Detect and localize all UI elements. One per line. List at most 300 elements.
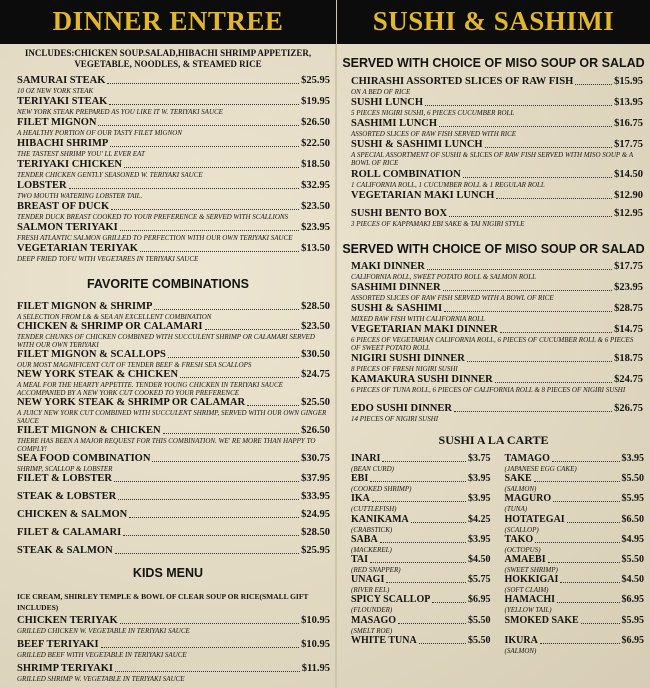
menu-item-name: SASHIMI LUNCH <box>351 118 438 129</box>
menu-item-row <box>505 453 645 465</box>
menu-item-price: $17.75 <box>614 139 643 150</box>
menu-item <box>337 190 650 208</box>
menu-item-description: (SMELT ROE) <box>351 626 393 635</box>
menu-item-price: $24.95 <box>301 509 330 520</box>
menu-item <box>505 574 645 594</box>
dot-leader <box>548 562 620 563</box>
menu-item <box>351 615 491 635</box>
menu-item-name: BEEF TERIYAKI <box>17 639 99 650</box>
menu-item <box>505 615 645 635</box>
menu-item-description: (SWEET SHRIMP) <box>504 565 558 574</box>
menu-item-description: ON A BED OF RICE <box>351 88 411 96</box>
menu-item <box>505 635 645 655</box>
menu-item-description: NEW YORK STEAK PREPARED AS YOU LIKE IT W. TERIYAKI SAUCE <box>17 108 223 116</box>
menu-item-row <box>351 554 491 566</box>
menu-item-price: $22.50 <box>301 138 330 149</box>
menu-item-name: TAKO <box>504 533 534 545</box>
menu-item-description: TENDER DUCK BREAST COOKED TO YOUR PREFERENCE & SERVED WITH SCALLIONS <box>17 213 289 221</box>
menu-item-row <box>17 301 330 313</box>
dot-leader <box>411 522 466 523</box>
sushi-section-2-heading: SERVED WITH CHOICE OF MISO SOUP OR SALAD <box>342 242 645 256</box>
menu-item-price: $6.50 <box>621 513 644 525</box>
menu-item-name: BREAST OF DUCK <box>17 201 110 212</box>
dinner-entree-title: DINNER ENTREE <box>0 0 336 44</box>
menu-item-price: $5.50 <box>468 634 491 646</box>
dot-leader <box>419 643 466 644</box>
menu-item-name: SUSHI & SASHIMI LUNCH <box>351 139 483 150</box>
dot-leader <box>370 562 466 563</box>
dot-leader <box>439 126 612 127</box>
menu-item <box>351 453 491 473</box>
menu-item <box>0 473 336 491</box>
menu-item-price: $4.50 <box>621 574 644 586</box>
menu-item-row <box>505 574 645 586</box>
menu-item-price: $15.95 <box>614 76 643 87</box>
menu-item-description: (YELLOW TAIL) <box>504 606 552 615</box>
menu-item-name: TERIYAKI CHICKEN <box>17 159 122 170</box>
menu-item-description: A SELECTION FROM L& & SEA AN EXCELLENT COMBINATION <box>17 313 212 321</box>
menu-item-row <box>17 453 330 465</box>
dot-leader <box>124 167 299 168</box>
menu-item-row <box>17 397 330 409</box>
menu-item-description: (OCTOPUS) <box>504 545 541 554</box>
menu-item-row <box>17 425 330 437</box>
menu-item-name: MAKI DINNER <box>351 261 425 272</box>
menu-item-price: $37.95 <box>301 473 330 484</box>
dot-leader <box>123 535 299 536</box>
menu-item-row <box>351 453 491 465</box>
menu-item-name: SUSHI LUNCH <box>351 97 424 108</box>
menu-item <box>0 117 336 138</box>
menu-item-description: THERE HAS BEEN A MAJOR REQUEST FOR THIS COMBINATION. WE' RE MORE THAN HAPPY TO COMPLY! <box>17 437 316 453</box>
menu-item-row <box>17 75 330 87</box>
menu-item-name: CHICKEN & SHRIMP OR CALAMARI <box>17 321 203 332</box>
menu-item <box>337 208 650 226</box>
menu-item-name: FILET MIGNON & SHRIMP <box>17 301 153 312</box>
menu-item-name: SAKE <box>504 473 532 485</box>
menu-item <box>351 594 491 614</box>
dot-leader <box>485 147 613 148</box>
menu-item-description: ASSORTED SLICES OF RAW FISH SERVED WITH A BOWL OF RICE <box>351 294 554 302</box>
menu-item-name: LOBSTER <box>17 180 67 191</box>
menu-item <box>351 493 491 513</box>
dot-leader <box>427 269 612 270</box>
menu-item-price: $23.50 <box>301 201 330 212</box>
dot-leader <box>557 602 619 603</box>
menu-item <box>0 243 336 265</box>
menu-item-description: (BEAN CURD) <box>351 465 394 473</box>
menu-item-row <box>17 349 330 361</box>
menu-item-price: $3.95 <box>468 473 491 485</box>
menu-item-row <box>351 282 643 294</box>
menu-item-row <box>17 545 330 557</box>
menu-item-name: NEW YORK STEAK & SHRIMP OR CALAMAR <box>17 397 246 408</box>
menu-item-name: SPICY SCALLOP <box>351 594 431 606</box>
menu-item-row <box>505 635 645 647</box>
sushi-a-la-carte-heading: SUSHI A LA CARTE <box>438 433 549 447</box>
dot-leader <box>120 230 299 231</box>
menu-item-name: VEGETARIAN MAKI DINNER <box>351 324 498 335</box>
menu-item-name: SHRIMP TERIYAKI <box>17 663 113 674</box>
a-la-carte-right-column <box>505 453 645 655</box>
menu-item-row <box>351 190 643 202</box>
menu-item-row <box>17 222 330 234</box>
menu-item-row <box>505 473 645 485</box>
menu-item <box>337 76 650 97</box>
menu-item-row <box>351 76 643 88</box>
menu-item-name: ROLL COMBINATION <box>351 169 461 180</box>
menu-item-name: WHITE TUNA <box>351 634 417 646</box>
menu-item-row <box>505 534 645 546</box>
dot-leader <box>109 104 299 105</box>
menu-item <box>337 261 650 282</box>
menu-item <box>337 97 650 118</box>
menu-item-name: NIGIRI SUSHI DINNER <box>351 353 465 364</box>
favorite-combinations-heading: FAVORITE COMBINATIONS <box>86 277 250 291</box>
menu-item <box>0 615 336 639</box>
menu-item-row <box>351 261 643 273</box>
menu-item-name: SUSHI & SASHIMI <box>351 303 443 314</box>
menu-item-price: $5.95 <box>621 493 644 505</box>
menu-item-name: SALMON TERIYAKI <box>17 222 118 233</box>
menu-item <box>0 545 336 563</box>
dot-leader <box>140 251 299 252</box>
menu-item-price: $6.95 <box>621 634 644 646</box>
dot-leader <box>180 377 299 378</box>
menu-item-price: $28.50 <box>301 301 330 312</box>
menu-item-description: ASSORTED SLICES OF RAW FISH SERVED WITH RICE <box>351 130 517 138</box>
menu-item-description: (CRABSTICK) <box>351 525 393 534</box>
dot-leader <box>467 361 612 362</box>
menu-item-price: $30.50 <box>301 349 330 360</box>
dot-leader <box>398 623 466 624</box>
sushi-sashimi-column <box>337 0 650 655</box>
menu-item-name: FILET & CALAMARI <box>17 527 122 538</box>
dot-leader <box>168 357 299 358</box>
menu-item <box>351 574 491 594</box>
menu-item <box>0 321 336 349</box>
dot-leader <box>454 411 612 412</box>
menu-item <box>337 139 650 169</box>
menu-item-price: $33.95 <box>301 491 330 502</box>
menu-item-name: TAMAGO <box>504 453 550 464</box>
menu-item-row <box>17 96 330 108</box>
menu-item <box>0 639 336 663</box>
menu-item-description: (RIVER EEL) <box>351 586 390 595</box>
menu-item-row <box>351 208 643 220</box>
menu-item <box>0 349 336 369</box>
menu-item-row <box>17 639 330 651</box>
menu-item-description: SHRIMP, SCALLOP & LOBSTER <box>17 465 113 473</box>
menu-item-name: STEAK & SALMON <box>17 545 113 556</box>
menu-item-description: 6 PIECES OF TUNA ROLL, 6 PIECES OF CALIFORNIA ROLL & 8 PIECES OF NIGIRI SUSHI <box>351 386 626 394</box>
menu-item-name: SMOKED SAKE <box>504 614 579 626</box>
dot-leader <box>163 433 300 434</box>
dot-leader <box>432 602 466 603</box>
menu-item-price: $12.95 <box>614 208 643 219</box>
menu-item-price: $5.95 <box>621 614 644 626</box>
menu-item-row <box>17 663 330 675</box>
menu-item-row <box>351 139 643 151</box>
menu-item-description: (SCALLOP) <box>504 525 539 534</box>
dot-leader <box>425 105 612 106</box>
dot-leader <box>98 125 299 126</box>
menu-item <box>0 425 336 453</box>
menu-item-description: (RED SNAPPER) <box>351 565 401 574</box>
menu-item-description: A HEALTHY PORTION OF OUR TASTY FILET MIGNON <box>17 129 182 137</box>
sushi-sashimi-title: SUSHI & SASHIMI <box>337 0 650 44</box>
menu-item-price: $28.50 <box>301 527 330 538</box>
menu-item-row <box>351 97 643 109</box>
menu-item-row <box>351 615 491 627</box>
dot-leader <box>247 405 299 406</box>
dot-leader <box>463 177 612 178</box>
menu-item <box>505 534 645 554</box>
dot-leader <box>495 382 612 383</box>
dot-leader <box>553 501 619 502</box>
menu-item-row <box>17 615 330 627</box>
menu-item <box>337 303 650 324</box>
menu-item-description: 8 PIECES OF FRESH NIGIRI SUSHI <box>351 365 458 373</box>
dot-leader <box>115 671 300 672</box>
menu-item-name: VEGETARIAN TERIYAK <box>17 243 138 254</box>
kids-menu-heading: KIDS MENU <box>132 566 204 580</box>
menu-item-price: $26.50 <box>301 117 330 128</box>
dot-leader <box>107 83 299 84</box>
menu-item-price: $14.50 <box>614 169 643 180</box>
dot-leader <box>534 481 620 482</box>
menu-item-price: $4.25 <box>468 513 491 525</box>
menu-item-name: VEGETARIAN MAKI LUNCH <box>351 190 495 201</box>
menu-item <box>0 138 336 159</box>
menu-item-price: $10.95 <box>301 615 330 626</box>
menu-item-name: TAI <box>351 553 369 565</box>
menu-item-description: GRILLED SHRIMP W. VEGETABLE IN TERIYAKI SAUCE <box>17 675 185 683</box>
menu-item-price: $10.95 <box>301 639 330 650</box>
menu-item-row <box>351 473 491 485</box>
menu-item-row <box>505 493 645 505</box>
menu-item-description: FRESH ATLANTIC SALMON GRILLED TO PERFECTION WITH OUR OWN TERIYAKI SAUCE <box>17 234 293 242</box>
menu-item-name: CHICKEN TERIYAK <box>17 615 118 626</box>
menu-item-row <box>351 403 643 415</box>
menu-item-price: $12.90 <box>614 190 643 201</box>
menu-item-name: IKURA <box>504 634 538 646</box>
menu-item <box>0 491 336 509</box>
menu-item <box>337 374 650 403</box>
menu-item-name: FILET MIGNON <box>17 117 97 128</box>
menu-item-description: (FLOUNDER) <box>351 606 393 615</box>
menu-item-price: $5.50 <box>468 614 491 626</box>
a-la-carte-left-column <box>351 453 491 655</box>
menu-item <box>351 635 491 655</box>
menu-item-name: EDO SUSHI DINNER <box>351 403 452 414</box>
dot-leader <box>535 542 619 543</box>
menu-item <box>337 118 650 139</box>
dot-leader <box>567 522 620 523</box>
menu-item-price: $25.50 <box>301 397 330 408</box>
menu-item-price: $23.95 <box>614 282 643 293</box>
menu-item-row <box>17 201 330 213</box>
dot-leader <box>496 198 612 199</box>
menu-item-row <box>505 514 645 526</box>
menu-item <box>0 159 336 180</box>
menu-item-price: $4.50 <box>468 553 491 565</box>
menu-item-description: 1 CALIFORNIA ROLL, 1 CUCUMBER ROLL & 1 REGULAR ROLL <box>351 181 545 189</box>
dot-leader <box>575 84 612 85</box>
sushi-lunch-list <box>337 76 650 226</box>
menu-item-price: $4.95 <box>621 533 644 545</box>
dot-leader <box>129 517 299 518</box>
menu-item-row <box>17 117 330 129</box>
menu-item <box>351 554 491 574</box>
menu-item <box>0 369 336 397</box>
menu-item-name: HOTATEGAI <box>504 513 565 525</box>
menu-item-name: AMAEBI <box>504 553 546 565</box>
menu-item-row <box>351 635 491 647</box>
menu-item-price: $14.75 <box>614 324 643 335</box>
menu-item-price: $23.95 <box>301 222 330 233</box>
dot-leader <box>382 461 466 462</box>
menu-item-row <box>351 374 643 386</box>
menu-item-description: (SALMON) <box>504 646 537 655</box>
menu-item-description: TWO MOUTH WATERING LOBSTER TAIL. <box>17 192 143 200</box>
sushi-dinner-list <box>337 261 650 423</box>
menu-item-name: CHIRASHI ASSORTED SLICES OF RAW FISH <box>351 76 574 87</box>
menu-item-name: SABA <box>351 533 378 545</box>
menu-item-name: CHICKEN & SALMON <box>17 509 128 520</box>
menu-item-price: $19.95 <box>301 96 330 107</box>
sushi-section-1-heading: SERVED WITH CHOICE OF MISO SOUP OR SALAD <box>342 56 645 70</box>
menu-item-price: $3.95 <box>621 453 644 464</box>
menu-item-row <box>17 527 330 539</box>
menu-item-description: (SALMON) <box>504 485 537 494</box>
menu-item-description: (COOKED SHRIMP) <box>351 485 412 494</box>
menu-item-name: SASHIMI DINNER <box>351 282 441 293</box>
menu-item-price: $3.95 <box>468 493 491 505</box>
menu-item-price: $11.95 <box>301 663 330 674</box>
menu-item-description: (CUTTLEFISH) <box>351 505 397 514</box>
menu-item-row <box>17 369 330 381</box>
menu-item-row <box>351 493 491 505</box>
menu-item-description: 10 OZ NEW YORK STEAK <box>17 87 94 95</box>
menu-item-row <box>17 243 330 255</box>
menu-item-description: A JUICY NEW YORK CUT COMBINED WITH SUCCULENT SHRIMP, SERVED WITH OUR OWN GINGER SAUCE <box>17 409 327 425</box>
menu-item-row <box>351 534 491 546</box>
dot-leader <box>115 553 299 554</box>
menu-item-name: TERIYAKI STEAK <box>17 96 108 107</box>
menu-item-row <box>351 303 643 315</box>
menu-item-description: OUR MOST MAGNIFICENT CUT OF TENDER BEEF & FRESH SEA SCALLOPS <box>17 361 252 369</box>
menu-item-description: DEEP FRIED TOFU WITH VEGETARES IN TERIYAKI SAUCE <box>17 255 199 263</box>
entree-list <box>0 75 336 265</box>
menu-item-description: (JAPANESE EGG CAKE) <box>504 465 577 473</box>
menu-item <box>0 301 336 321</box>
menu-item-name: INARI <box>351 453 381 464</box>
a-la-carte-grid <box>337 453 650 655</box>
menu-item <box>0 75 336 96</box>
menu-item-price: $13.95 <box>614 97 643 108</box>
menu-item-description: 3 PIECES OF KAPPAMAKI EBI SAKE & TAI NIGIRI STYLE <box>351 220 525 228</box>
menu-item-name: HAMACHI <box>504 594 556 606</box>
dot-leader <box>380 542 466 543</box>
menu-item-name: MASAGO <box>351 614 396 626</box>
menu-item-name: IKA <box>351 493 370 505</box>
menu-item <box>351 473 491 493</box>
dot-leader <box>154 309 299 310</box>
menu-item-description: 14 PIECES OF NIGIRI SUSHI <box>351 415 439 423</box>
menu-item <box>505 514 645 534</box>
menu-item <box>337 353 650 374</box>
dot-leader <box>444 311 612 312</box>
menu-item <box>0 96 336 117</box>
menu-item-row <box>351 514 491 526</box>
menu-item-row <box>17 180 330 192</box>
menu-item-row <box>351 118 643 130</box>
menu-item-row <box>17 491 330 503</box>
kids-menu-note: ICE CREAM, SHIRLEY TEMPLE & BOWL OF CLEAR SOUP OR RICE(SMALL GIFT INCLUDES) <box>17 592 309 612</box>
menu-item-row <box>351 169 643 181</box>
menu-item-name: FILET MIGNON & SCALLOPS <box>17 349 166 360</box>
menu-item-row <box>351 324 643 336</box>
menu-item-description: GRILLED CHICKEN W. VEGETABLE IN TERIYAKI SAUCE <box>17 627 190 635</box>
menu-item-row <box>17 473 330 485</box>
dot-leader <box>560 582 619 583</box>
dot-leader <box>443 290 613 291</box>
menu-item-name: KANIKAMA <box>351 513 409 525</box>
menu-item <box>351 534 491 554</box>
dinner-includes-note: INCLUDES:CHICKEN SOUP.SALAD,HIBACHI SHRIMP APPETIZER, VEGETABLE, NOODLES, & STEAMED RICE <box>24 48 312 69</box>
menu-item-row <box>351 353 643 365</box>
dot-leader <box>69 188 300 189</box>
menu-item-row <box>17 138 330 150</box>
dot-leader <box>120 623 299 624</box>
menu-item-name: SAMURAI STEAK <box>17 75 106 86</box>
menu-item-price: $24.75 <box>614 374 643 385</box>
menu-item-name: SEA FOOD COMBINATION <box>17 453 151 464</box>
menu-item <box>0 201 336 222</box>
menu-item-description: (MACKEREL) <box>351 545 392 554</box>
menu-item-price: $16.75 <box>614 118 643 129</box>
menu-item-description: CALIFORNIA ROLL, SWEET POTATO ROLL & SALMON ROLL <box>351 273 537 281</box>
menu-item-name: FILET & LOBSTER <box>17 473 112 484</box>
menu-item-description: A MEAL FOR THE HEARTY APPETITE. TENDER YOUNG CHICKEN IN TERIYAKI SAUCE ACCOMPANIED BY A NEW YORK CUT COOKED TO YOUR PREFERENCE <box>17 381 283 397</box>
menu-item-name: UNAGI <box>351 574 385 586</box>
menu-item-price: $28.75 <box>614 303 643 314</box>
menu-item-price: $5.75 <box>468 574 491 586</box>
menu-item-price: $3.75 <box>468 453 491 464</box>
menu-item-price: $13.50 <box>301 243 330 254</box>
menu-item-row <box>17 159 330 171</box>
menu-item-name: HIBACHI SHRIMP <box>17 138 109 149</box>
menu-item-description: GRILLED BEEF WITH VEGETABLE IN TERIYAKI SAUCE <box>17 651 187 659</box>
menu-item <box>337 282 650 303</box>
menu-item-price: $24.75 <box>301 369 330 380</box>
combination-list <box>0 301 336 563</box>
menu-item-price: $23.50 <box>301 321 330 332</box>
dot-leader <box>101 647 300 648</box>
menu-item-row <box>351 594 491 606</box>
dot-leader <box>386 582 466 583</box>
menu-item <box>0 180 336 201</box>
menu-item-name: SUSHI BENTO BOX <box>351 208 448 219</box>
menu-item <box>0 663 336 685</box>
menu-item-row <box>505 554 645 566</box>
menu-item <box>0 453 336 473</box>
menu-item <box>0 222 336 243</box>
menu-item-price: $17.75 <box>614 261 643 272</box>
dot-leader <box>540 643 620 644</box>
menu-item-row <box>351 574 491 586</box>
